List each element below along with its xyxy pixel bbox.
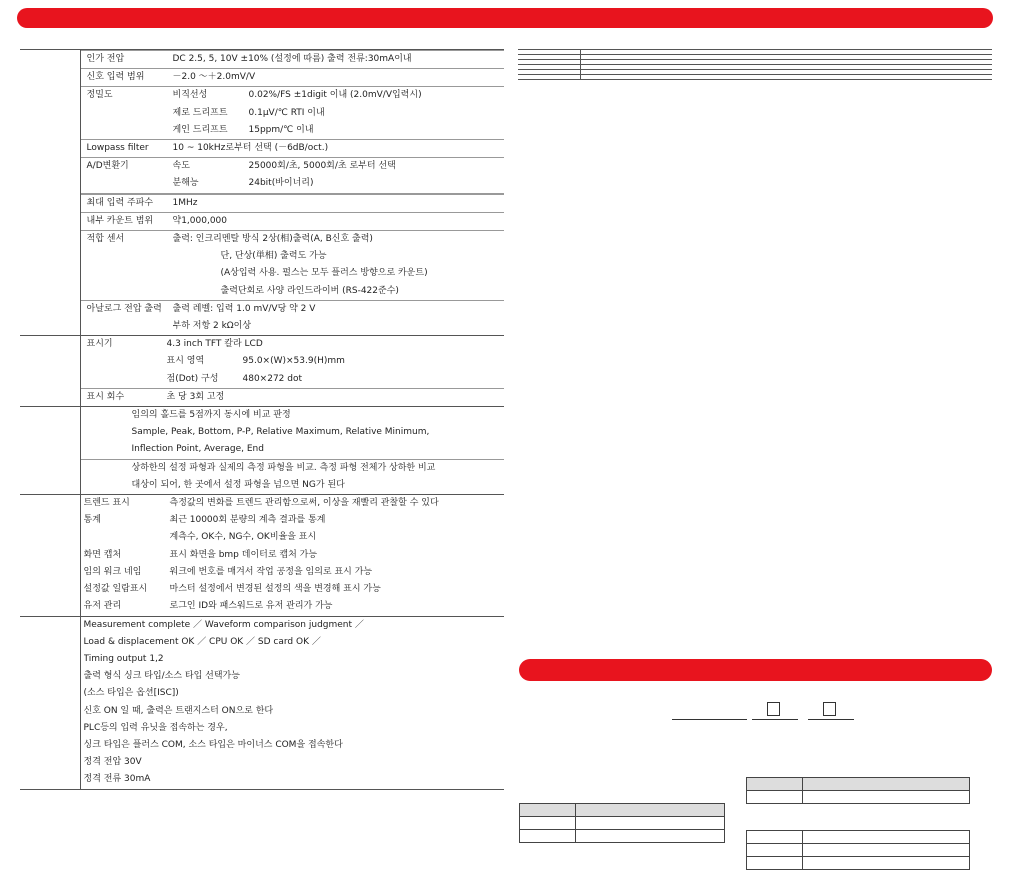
maintenance-key: 유저 관리 [83, 601, 122, 612]
spec-key: 정밀도 [86, 90, 113, 101]
text-line: 신호 ON 일 때, 출력은 트랜지스터 ON으로 한다 [83, 705, 274, 716]
text-line: 출력: 인크리멘탈 방식 2상(相)출력(A, B신호 출력) [172, 234, 373, 245]
text-line: 부하 저항 2 kΩ이상 [172, 321, 252, 332]
maintenance-value: 마스터 설정에서 변경된 설정의 색을 변경해 표시 가능 [169, 584, 381, 595]
maintenance-key: 설정값 일람표시 [83, 584, 148, 595]
maintenance-row [84, 547, 502, 564]
spec-value [173, 51, 505, 68]
spec-value [173, 140, 505, 157]
text-line: 상하한의 설정 파형과 실제의 측정 파형을 비교. 측정 파형 전체가 상하한 비교 [131, 462, 436, 473]
underline [808, 719, 854, 720]
text-line: 출력 형식 싱크 타입/소스 타입 선택가능 [83, 671, 240, 682]
text-line: (A상입력 사용. 펄스는 모두 플러스 방향으로 카운트) [220, 268, 428, 279]
table-row [747, 791, 970, 804]
pair-key: 비직선성 [172, 90, 208, 101]
maintenance-key: 화면 캡처 [83, 549, 122, 560]
table-row [747, 857, 970, 870]
pair-key: 분해능 [172, 178, 199, 189]
text-line: 초 당 3회 고정 [166, 391, 225, 402]
spec-subrow [81, 51, 505, 69]
text-line: 정격 전류 30mA [83, 774, 151, 785]
spec-key: 신호 입력 범위 [86, 72, 145, 83]
text-line: PLC등의 입력 유닛을 접속하는 경우, [83, 722, 228, 733]
maintenance-value: 측정값의 변화를 트렌드 관리함으로써, 이상을 재빨리 관찰할 수 있다 [169, 498, 439, 509]
spec-subrow [81, 69, 505, 87]
text-line: Measurement complete ／ Waveform comparison judgment ／ [83, 619, 364, 630]
spec-key: 인가 전압 [86, 54, 125, 64]
pair-key: 점(Dot) 구성 [166, 373, 219, 384]
text-line: 임의의 홀드를 5점까지 동시에 비교 판정 [131, 410, 291, 421]
spec-key: 표시기 [86, 339, 113, 350]
category-label [20, 50, 80, 336]
underline [672, 719, 747, 720]
text-line: －2.0 ～＋2.0mV/V [172, 72, 256, 83]
table-row [520, 830, 725, 843]
pair-value: 0.1μV/℃ RTI 이내 [248, 107, 325, 118]
spec-key: 표시 회수 [86, 391, 125, 402]
category-label [20, 336, 80, 407]
maintenance-row [84, 598, 502, 615]
pair-key: 표시 영역 [166, 356, 205, 367]
spec-subrow [81, 158, 505, 192]
category-label [518, 75, 580, 80]
spec-value [167, 336, 505, 388]
row-sold-separately [518, 75, 992, 80]
category-label [20, 616, 80, 789]
pair-value: 480×272 dot [242, 373, 303, 384]
row-sensor-input [20, 50, 504, 336]
maintenance-key [84, 529, 170, 546]
text-line: 정격 전압 30V [83, 757, 142, 768]
maintenance-key: 임의 워크 네임 [83, 566, 142, 577]
spec-value [173, 195, 505, 212]
text-line: (소스 타입은 옵션[ISC]) [83, 688, 179, 699]
model-title-banner [519, 659, 992, 681]
spec-value [173, 231, 505, 300]
spec-pair [173, 158, 505, 175]
spec-pair [167, 353, 505, 370]
spec-subrow [81, 336, 505, 389]
maintenance-value: 표시 화면을 bmp 데이터로 캡처 가능 [169, 549, 318, 560]
spec-key: 내부 카운트 범위 [86, 215, 154, 226]
maintenance-row [84, 529, 502, 546]
text-line: 싱크 타입은 플러스 COM, 소스 타입은 마이너스 COM을 접속한다 [83, 739, 343, 750]
text-line: 출력 레벨: 입력 1.0 mV/V당 약 2 V [172, 303, 316, 314]
spec-value [173, 213, 505, 230]
model-box-2 [767, 702, 780, 716]
maintenance-row [84, 512, 502, 529]
spec-value [173, 301, 505, 335]
spec-subrow [81, 213, 505, 231]
spec-subrow [81, 195, 505, 213]
maintenance-key: 트렌드 표시 [83, 498, 130, 509]
pair-value: 24bit(바이너리) [248, 178, 314, 189]
pair-key: 속도 [172, 161, 190, 172]
spec-value [173, 87, 505, 139]
pair-value: 15ppm/℃ 이내 [248, 124, 314, 135]
maintenance-row [84, 581, 502, 598]
pair-value: 25000회/초, 5000회/초 로부터 선택 [248, 161, 396, 172]
row-maintenance [20, 495, 504, 616]
spec-subrow [81, 231, 505, 301]
spec-value [173, 69, 505, 86]
table-interface-options [746, 830, 970, 870]
table-row [747, 831, 970, 844]
text-line: DC 2.5, 5, 10V ±10% (설정에 따름) 출력 전류:30mA이내 [172, 54, 412, 64]
spec-subrow [81, 389, 505, 406]
spec-pair [167, 371, 505, 388]
text-line: 출력단회로 사양 라인드라이버 (RS-422준수) [220, 285, 399, 296]
maintenance-key: 통계 [83, 515, 101, 526]
text-line: Sample, Peak, Bottom, P-P, Relative Maximum, Relative Minimum, [131, 427, 430, 438]
spec-value [173, 158, 505, 192]
text-line: Timing output 1,2 [83, 653, 164, 664]
maintenance-row [84, 564, 502, 581]
text-line: Inflection Point, Average, End [131, 444, 264, 455]
text-line: 10 ~ 10kHz로부터 선택 (－6dB/oct.) [172, 143, 329, 154]
text-line: 4.3 inch TFT 칼라 LCD [166, 339, 263, 350]
spec-key: 적합 센서 [86, 234, 125, 245]
row-display [20, 336, 504, 407]
maintenance-value: 최근 10000회 분량의 계측 결과를 통계 [169, 515, 326, 526]
spec-pair [173, 87, 505, 104]
maintenance-value: 워크에 번호를 매겨서 작업 공정을 임의로 표시 가능 [169, 566, 373, 577]
spec-subrow [81, 140, 505, 158]
spec-table-right [518, 49, 992, 80]
maintenance-value: 계측수, OK수, NG수, OK비율을 표시 [169, 532, 317, 543]
spec-key: Lowpass filter [86, 143, 149, 154]
text-line: 약1,000,000 [172, 215, 227, 226]
pair-key: 제로 드리프트 [172, 107, 228, 118]
category-label [20, 407, 80, 495]
text-line: 1MHz [172, 197, 198, 208]
pair-key: 게인 드리프트 [172, 124, 228, 135]
spec-pair [173, 122, 505, 139]
text-line: Load & displacement OK ／ CPU OK ／ SD card OK ／ [83, 636, 321, 647]
model-box-3 [823, 702, 836, 716]
spec-key: 최대 입력 주파수 [86, 197, 154, 208]
spec-value [167, 389, 505, 406]
text-line: 대상이 되어, 한 곳에서 설정 파형을 넘으면 NG가 된다 [131, 479, 345, 490]
text-line: 단, 단상(単相) 출력도 가능 [220, 251, 327, 262]
maintenance-value: 로그인 ID와 패스워드로 유저 관리가 가능 [169, 601, 333, 612]
table-row [520, 817, 725, 830]
pair-value: 0.02%/FS ±1digit 이내 (2.0mV/V입력시) [248, 90, 422, 101]
spec-pair [173, 175, 505, 192]
spec-title-banner [17, 8, 993, 28]
spec-subrow [81, 87, 505, 140]
spec-key: 아날로그 전압 출력 [86, 303, 162, 314]
spec-pair [173, 105, 505, 122]
spec-subrow [81, 301, 505, 335]
table-row [747, 844, 970, 857]
spec-key: A/D변환기 [86, 161, 129, 172]
table-interface [746, 777, 970, 804]
category-label [20, 495, 80, 616]
table-output-type [519, 803, 725, 843]
spec-table-left [20, 49, 504, 790]
pair-value: 95.0×(W)×53.9(H)mm [242, 356, 345, 367]
underline [752, 719, 798, 720]
maintenance-row [84, 495, 502, 512]
row-ext-out [20, 616, 504, 789]
row-compare [20, 407, 504, 495]
